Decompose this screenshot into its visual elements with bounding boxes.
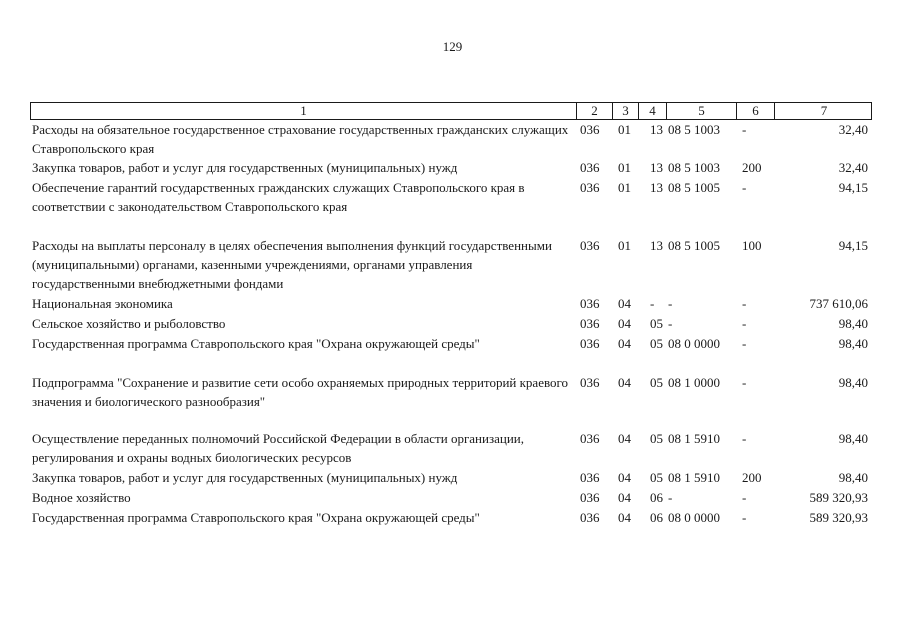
table-row (30, 508, 872, 528)
row-code-subsection: 06 (650, 490, 663, 505)
row-code-type: - (742, 510, 747, 525)
table-row (30, 334, 872, 373)
column-header-5: 5 (667, 103, 737, 119)
row-code-type: - (742, 180, 747, 195)
column-header-6: 6 (737, 103, 775, 119)
row-code-target: 08 1 0000 (668, 375, 720, 390)
row-code-type: - (742, 336, 747, 351)
row-name: Закупка товаров, работ и услуг для государственных (муниципальных) нужд (32, 160, 458, 175)
row-code-section: 04 (618, 316, 631, 331)
page-number: 129 (442, 39, 463, 54)
row-amount: 98,40 (838, 375, 868, 390)
row-code-type: 100 (742, 238, 762, 253)
row-code-admin: 036 (580, 296, 600, 311)
table-row (30, 120, 872, 158)
row-code-target: - (668, 490, 673, 505)
row-amount: 32,40 (838, 160, 868, 175)
row-name: Водное хозяйство (32, 490, 131, 505)
row-code-section: 04 (618, 431, 631, 446)
row-code-type: - (742, 490, 747, 505)
row-name: Обеспечение гарантий государственных гражданских служащих Ставропольского края в соответствии с законодательством Ставропольского края (32, 180, 525, 214)
row-code-subsection: - (650, 296, 655, 311)
row-code-subsection: 13 (650, 180, 663, 195)
row-code-type: 200 (742, 470, 762, 485)
row-code-subsection: 13 (650, 122, 663, 137)
row-code-admin: 036 (580, 180, 600, 195)
row-name: Осуществление переданных полномочий Российской Федерации в области организации, регулирования и охраны водных биологических ресурсов (32, 431, 524, 465)
table-row (30, 236, 872, 294)
row-code-subsection: 05 (650, 431, 663, 446)
row-amount: 94,15 (838, 238, 868, 253)
row-code-admin: 036 (580, 470, 600, 485)
row-code-section: 04 (618, 296, 631, 311)
row-code-admin: 036 (580, 431, 600, 446)
table-row (30, 314, 872, 334)
row-code-subsection: 13 (650, 160, 663, 175)
row-code-admin: 036 (580, 122, 600, 137)
column-header-4: 4 (639, 103, 667, 119)
table-row (30, 158, 872, 178)
row-code-target: 08 5 1005 (668, 180, 720, 195)
table-row (30, 488, 872, 508)
row-code-admin: 036 (580, 160, 600, 175)
row-code-section: 04 (618, 470, 631, 485)
row-code-type: - (742, 296, 747, 311)
column-header-7: 7 (820, 103, 828, 118)
row-code-target: 08 1 5910 (668, 470, 720, 485)
table-row (30, 178, 872, 236)
row-code-admin: 036 (580, 238, 600, 253)
table-row (30, 373, 872, 429)
row-amount: 98,40 (838, 431, 868, 446)
row-code-subsection: 05 (650, 470, 663, 485)
column-header-2: 2 (577, 103, 613, 119)
row-code-target: 08 5 1003 (668, 160, 720, 175)
row-name: Сельское хозяйство и рыболовство (32, 316, 226, 331)
table-row (30, 294, 872, 314)
row-name: Закупка товаров, работ и услуг для государственных (муниципальных) нужд (32, 470, 458, 485)
row-name: Расходы на выплаты персоналу в целях обеспечения выполнения функций государственными (муниципальными) органами, казенными учреждениями, органами управления государственными внебюджетными фондами (32, 238, 552, 291)
row-code-subsection: 05 (650, 336, 663, 351)
row-code-admin: 036 (580, 336, 600, 351)
budget-table (30, 102, 872, 528)
row-amount: 589 320,93 (809, 510, 868, 525)
table-row (30, 429, 872, 468)
row-amount: 98,40 (838, 336, 868, 351)
row-code-target: 08 5 1003 (668, 122, 720, 137)
row-code-target: - (668, 316, 673, 331)
row-name: Национальная экономика (32, 296, 173, 311)
row-code-admin: 036 (580, 375, 600, 390)
row-code-admin: 036 (580, 490, 600, 505)
row-code-section: 01 (618, 238, 631, 253)
row-code-target: 08 5 1005 (668, 238, 720, 253)
row-code-section: 01 (618, 180, 631, 195)
row-code-subsection: 06 (650, 510, 663, 525)
row-code-type: - (742, 431, 747, 446)
column-header-3: 3 (613, 103, 639, 119)
row-name: Государственная программа Ставропольского края "Охрана окружающей среды" (32, 510, 480, 525)
row-code-section: 04 (618, 375, 631, 390)
row-name: Государственная программа Ставропольского края "Охрана окружающей среды" (32, 336, 480, 351)
table-header (30, 102, 872, 120)
row-name: Подпрограмма "Сохранение и развитие сети особо охраняемых природных территорий краевого значения и биологического разнообразия" (32, 375, 569, 409)
row-code-admin: 036 (580, 316, 600, 331)
row-code-target: 08 0 0000 (668, 336, 720, 351)
row-amount: 737 610,06 (809, 296, 868, 311)
row-code-target: - (668, 296, 673, 311)
row-code-type: 200 (742, 160, 762, 175)
row-code-section: 04 (618, 490, 631, 505)
row-code-subsection: 05 (650, 375, 663, 390)
row-code-subsection: 05 (650, 316, 663, 331)
row-amount: 98,40 (838, 316, 868, 331)
row-code-type: - (742, 316, 747, 331)
table-row (30, 468, 872, 488)
row-code-subsection: 13 (650, 238, 663, 253)
row-amount: 32,40 (838, 122, 868, 137)
row-code-section: 01 (618, 122, 631, 137)
row-amount: 589 320,93 (809, 490, 868, 505)
row-code-section: 04 (618, 510, 631, 525)
row-code-type: - (742, 375, 747, 390)
row-amount: 94,15 (838, 180, 868, 195)
row-code-section: 04 (618, 336, 631, 351)
row-code-section: 01 (618, 160, 631, 175)
row-code-target: 08 0 0000 (668, 510, 720, 525)
row-code-admin: 036 (580, 510, 600, 525)
row-code-type: - (742, 122, 747, 137)
row-amount: 98,40 (838, 470, 868, 485)
row-name: Расходы на обязательное государственное страхование государственных гражданских служащих Ставропольского края (32, 122, 569, 156)
row-code-target: 08 1 5910 (668, 431, 720, 446)
column-header-1: 1 (31, 103, 577, 119)
